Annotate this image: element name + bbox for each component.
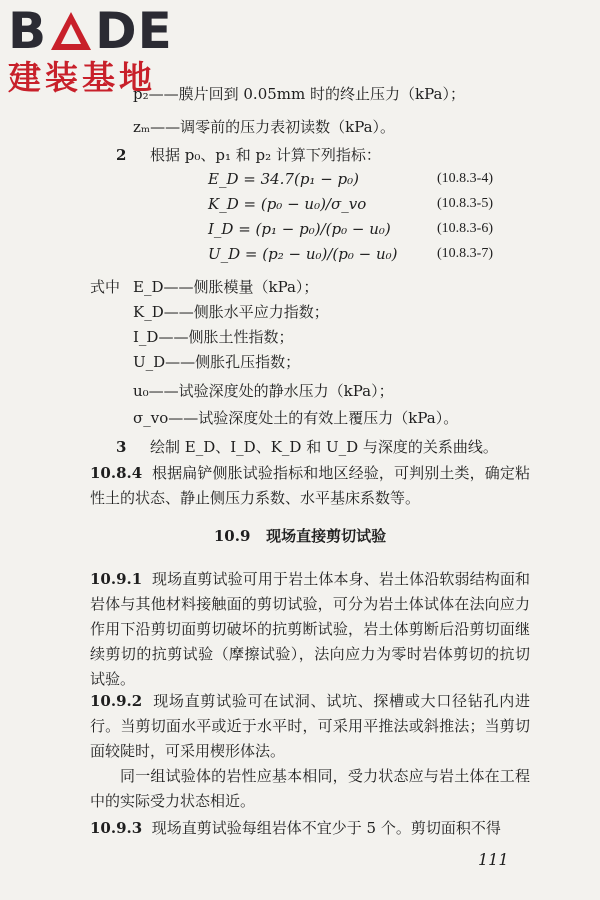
equation-kd: K_D = (p₀ − u₀)/σ_vo xyxy=(208,195,367,213)
clause-10-8-4 xyxy=(90,461,530,511)
equation-id: I_D = (p₁ − p₀)/(p₀ − u₀) xyxy=(208,220,391,238)
def-zm: zₘ——调零前的压力表初读数（kPa）。 xyxy=(133,118,396,136)
item-2-text: 根据 p₀、p₁ 和 p₂ 计算下列指标： xyxy=(150,146,381,164)
clause-number: 10.9.3 xyxy=(90,819,143,837)
clause-text: 现场直剪试验可用于岩土体本身、岩土体沿软弱结构面和岩体与其他材料接触面的剪切试验，可分为岩土体试体在法向应力作用下沿剪切面剪切破坏的抗剪断试验，岩土体剪断后沿剪切面继续剪切的抗剪试验（摩擦试验），法向应力为零时岩体剪切的抗切试验。 xyxy=(90,570,530,688)
logo-wordmark xyxy=(8,2,173,60)
clause-text: 根据扁铲侧胀试验指标和地区经验，可判别土类，确定粘性土的状态、静止侧压力系数、水平基床系数等。 xyxy=(90,464,530,507)
where-item: σ_vo——试验深度处土的有效上覆压力（kPa）。 xyxy=(133,409,459,427)
logo-letter-b: B xyxy=(8,2,48,60)
where-item: U_D——侧胀孔压指数； xyxy=(133,353,301,371)
equation-ud: U_D = (p₂ − u₀)/(p₀ − u₀) xyxy=(208,245,398,263)
where-item: K_D——侧胀水平应力指数； xyxy=(133,303,329,321)
section-heading xyxy=(0,526,600,546)
item-2-number: 2 xyxy=(116,146,127,164)
equation-ed: E_D = 34.7(p₁ − p₀) xyxy=(208,170,360,188)
clause-10-9-3 xyxy=(90,816,530,841)
where-item: E_D——侧胀模量（kPa）； xyxy=(133,278,319,296)
clause-10-9-1 xyxy=(90,567,530,692)
section-number: 10.9 xyxy=(213,527,251,545)
clause-text: 现场直剪试验可在试洞、试坑、探槽或大口径钻孔内进行。当剪切面水平或近于水平时，可采用平推法或斜推法；当剪切面较陡时，可采用楔形体法。 xyxy=(90,692,530,760)
logo-a-triangle-icon xyxy=(49,10,93,52)
equation-number: (10.8.3-5) xyxy=(437,196,493,211)
clause-number: 10.9.1 xyxy=(90,570,143,588)
item-3-number: 3 xyxy=(116,438,127,456)
where-label: 式中 xyxy=(90,278,121,296)
section-title: 现场直接剪切试验 xyxy=(266,527,387,545)
clause-text: 现场直剪试验每组岩体不宜少于 5 个。剪切面积不得 xyxy=(151,819,501,837)
logo-subtitle: 建装基地 xyxy=(8,58,156,97)
equation-number: (10.8.3-7) xyxy=(437,246,493,261)
logo-letters-de: DE xyxy=(95,2,173,60)
page-number: 111 xyxy=(478,850,509,869)
where-item: I_D——侧胀土性指数； xyxy=(133,328,294,346)
clause-10-9-2 xyxy=(90,689,530,764)
clause-number: 10.9.2 xyxy=(90,692,143,710)
paragraph-same-group: 同一组试验体的岩性应基本相同，受力状态应与岩土体在工程中的实际受力状态相近。 xyxy=(90,767,530,810)
clause-number: 10.8.4 xyxy=(90,464,143,482)
equation-number: (10.8.3-4) xyxy=(437,171,493,186)
item-3-text: 绘制 E_D、I_D、K_D 和 U_D 与深度的关系曲线。 xyxy=(150,438,498,456)
where-item: u₀——试验深度处的静水压力（kPa）； xyxy=(133,382,394,400)
def-p2: p₂——膜片回到 0.05mm 时的终止压力（kPa）； xyxy=(133,85,465,103)
brand-logo xyxy=(8,2,173,97)
equation-number: (10.8.3-6) xyxy=(437,221,493,236)
